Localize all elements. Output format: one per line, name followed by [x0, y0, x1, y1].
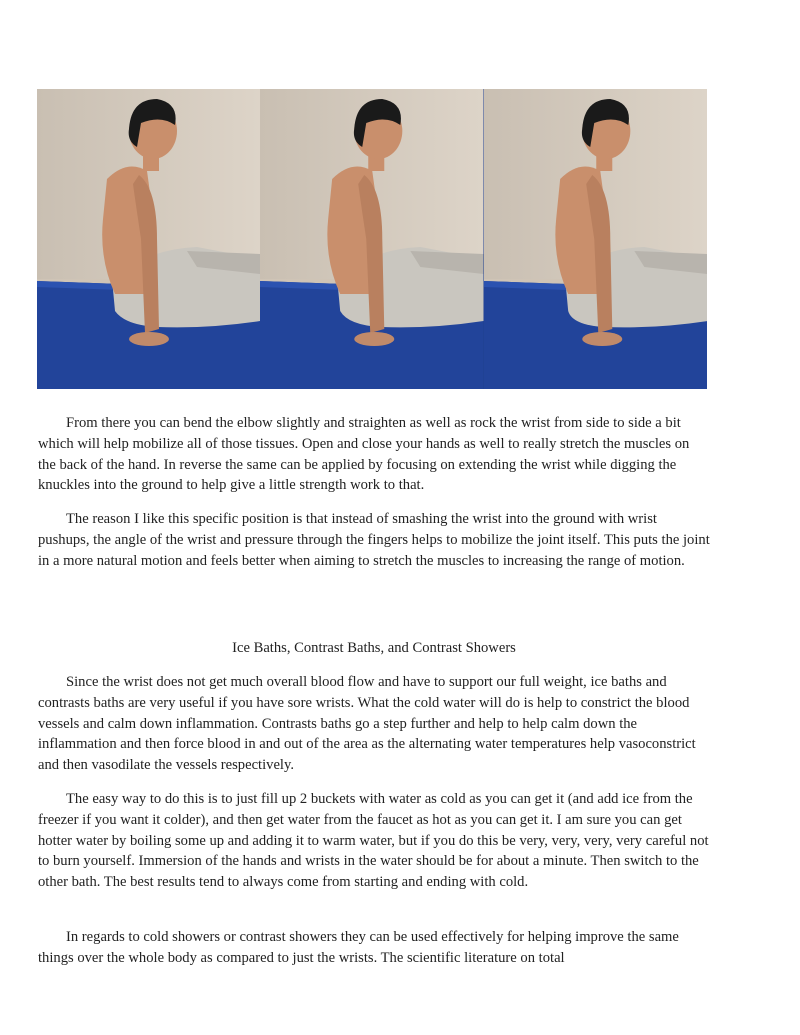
- seated-wrist-stretch-photo-3: [484, 89, 708, 389]
- paragraph-text: In regards to cold showers or contrast showers they can be used effectively for helping improve the same things over the whole body as compared to just the wrists. The scientific literature on total: [38, 929, 679, 966]
- section-heading: Ice Baths, Contrast Baths, and Contrast Showers: [232, 640, 516, 656]
- paragraph-text: From there you can bend the elbow slightly and straighten as well as rock the wrist from side to side a bit which will help mobilize all of those tissues. Open and close your hands as well to really stretch the muscles on the back of the hand. In reverse the same can be applied by focusing on extending the wrist while digging the knuckles into the ground to help give a little strength work to that.: [38, 415, 690, 494]
- paragraph-text: The reason I like this specific position is that instead of smashing the wrist into the ground with wrist pushups, the angle of the wrist and pressure through the fingers helps to mobilize the joint itself. This puts the joint in a more natural motion and feels better when aiming to stretch the muscles to increasing the range of motion.: [38, 511, 710, 569]
- paragraph-wrist-mobilize: [38, 413, 710, 496]
- wrist-stretch-photo-strip: [37, 89, 707, 389]
- paragraph-text: Since the wrist does not get much overall blood flow and have to support our full weight, ice baths and contrasts baths are very useful if you have sore wrists. What the cold water will do is help to constrict the blood vessels and calm down inflammation. Contrasts baths go a step further and help to help calm down the inflammation and then force blood in and out of the area as the alternating water temperatures help vasoconstrict and then vasodilate the vessels respectively.: [38, 674, 696, 774]
- paragraph-buckets-method: [38, 789, 710, 893]
- paragraph-contrast-showers: [38, 927, 710, 969]
- wrist-stretch-photo-2: [260, 89, 484, 389]
- seated-wrist-stretch-photo-2: [260, 89, 484, 389]
- paragraph-position-reason: [38, 509, 710, 571]
- paragraph-text: The easy way to do this is to just fill up 2 buckets with water as cold as you can get it (and add ice from the freezer if you want it colder), and then get water from the faucet as hot as you can get it. I am sure you can get hotter water by boiling some up and adding it to warm water, but if you do this be very, very, very, very careful not to burn yourself. Immersion of the hands and wrists in the water should be for about a minute. Then switch to the other bath. The best results tend to always come from starting and ending with cold.: [38, 791, 709, 891]
- seated-wrist-stretch-photo-1: [37, 89, 260, 389]
- wrist-stretch-photo-3: [484, 89, 708, 389]
- wrist-stretch-photo-1: [37, 89, 260, 389]
- paragraph-ice-baths: [38, 672, 710, 776]
